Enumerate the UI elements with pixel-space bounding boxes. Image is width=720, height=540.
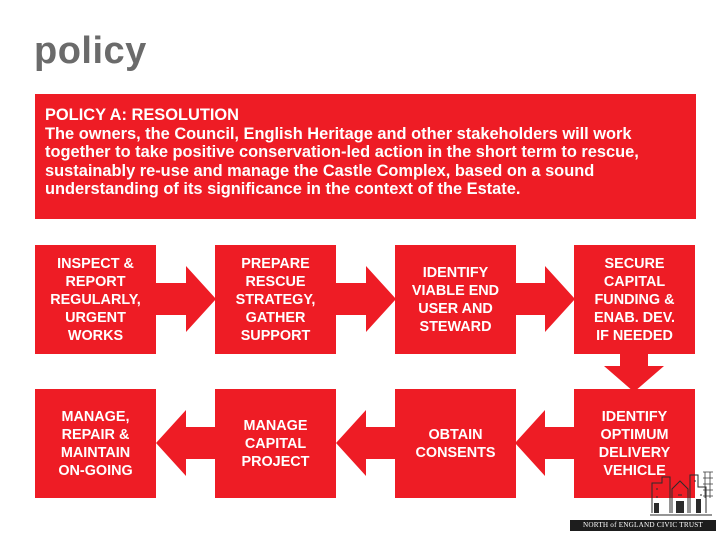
policy-heading: POLICY A: RESOLUTION xyxy=(45,106,239,124)
logo-text: NORTH of ENGLAND CIVIC TRUST xyxy=(570,520,716,531)
arrow-left-1 xyxy=(515,410,575,476)
side-stamp-icon xyxy=(701,470,715,500)
policy-statement-box xyxy=(35,94,696,219)
arrow-down xyxy=(604,352,664,392)
step-inspect-report: INSPECT & REPORT REGULARLY, URGENT WORKS xyxy=(35,245,156,354)
step-secure-funding: SECURE CAPITAL FUNDING & ENAB. DEV. IF NEEDED xyxy=(574,245,695,354)
step-identify-end-user: IDENTIFY VIABLE END USER AND STEWARD xyxy=(395,245,516,354)
step-identify-delivery-vehicle: IDENTIFY OPTIMUM DELIVERY VEHICLE xyxy=(574,389,695,498)
arrow-right-2 xyxy=(336,266,396,332)
step-manage-repair-maintain: MANAGE, REPAIR & MAINTAIN ON-GOING xyxy=(35,389,156,498)
policy-text: The owners, the Council, English Heritage and other stakeholders will work together to take positive conservation-led action in the short term to rescue, sustainably re-use and manage the Castle Complex, based on a sound understanding of its significance in the context of the Estate. xyxy=(45,124,639,199)
arrow-right-3 xyxy=(515,266,575,332)
arrow-right-1 xyxy=(156,266,216,332)
step-prepare-strategy: PREPARE RESCUE STRATEGY, GATHER SUPPORT xyxy=(215,245,336,354)
civic-trust-logo xyxy=(570,469,716,531)
page-title: policy xyxy=(34,30,147,72)
arrow-left-2 xyxy=(336,410,396,476)
step-obtain-consents: OBTAIN CONSENTS xyxy=(395,389,516,498)
step-manage-capital-project: MANAGE CAPITAL PROJECT xyxy=(215,389,336,498)
arrow-left-3 xyxy=(156,410,216,476)
